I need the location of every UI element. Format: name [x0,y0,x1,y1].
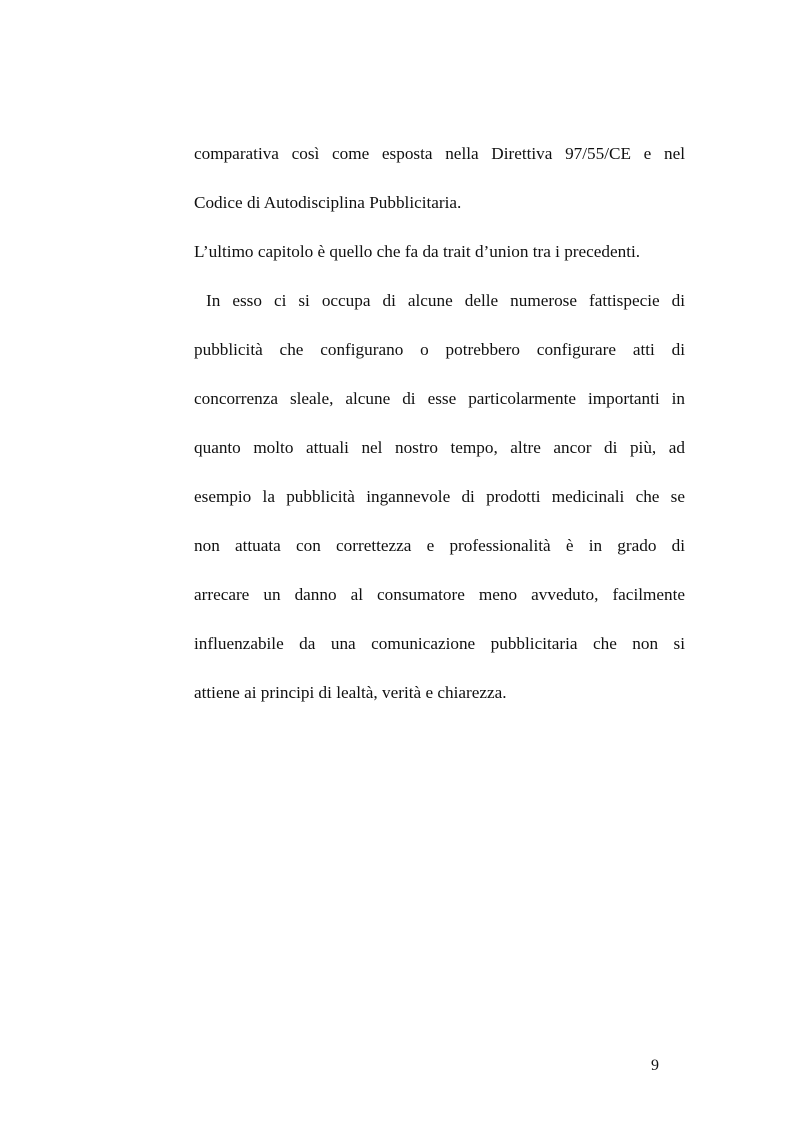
text-line: comparativa così come esposta nella Direttiva 97/55/CE e nel [194,144,685,163]
text-line: pubblicità che configurano o potrebbero configurare atti di [194,340,685,359]
text-line: Codice di Autodisciplina Pubblicitaria. [194,193,462,212]
text-line: attiene ai principi di lealtà, verità e chiarezza. [194,683,507,702]
text-line: In esso ci si occupa di alcune delle numerose fattispecie di [194,291,685,310]
text-line: L’ultimo capitolo è quello che fa da trait d’union tra i precedenti. [194,242,641,261]
text-line: influenzabile da una comunicazione pubblicitaria che non si [194,634,685,653]
text-line: quanto molto attuali nel nostro tempo, altre ancor di più, ad [194,438,685,457]
text-line: arrecare un danno al consumatore meno avveduto, facilmente [194,585,685,604]
text-line: concorrenza sleale, alcune di esse particolarmente importanti in [194,389,685,408]
body-text [194,129,685,717]
page-number: 9 [651,1057,659,1074]
text-line: esempio la pubblicità ingannevole di prodotti medicinali che se [194,487,685,506]
text-line: non attuata con correttezza e professionalità è in grado di [194,536,685,555]
